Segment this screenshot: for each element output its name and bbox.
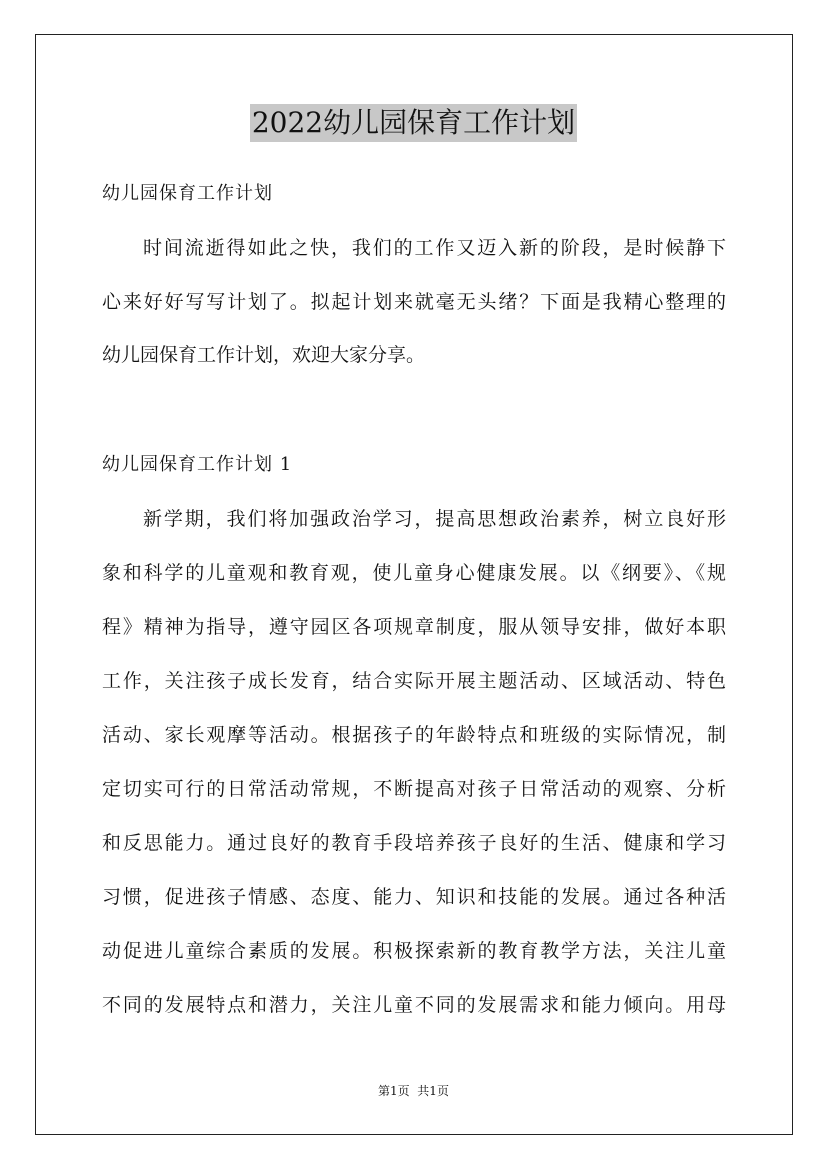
body-line-8: 习惯，促进孩子情感、态度、能力、知识和技能的发展。通过各种活: [102, 886, 726, 908]
body-line-6: 定切实可行的日常活动常规，不断提高对孩子日常活动的观察、分析: [102, 778, 726, 800]
intro-line-3: 幼儿园保育工作计划，欢迎大家分享。: [102, 344, 426, 366]
intro-heading: 幼儿园保育工作计划: [102, 183, 273, 204]
body-line-7: 和反思能力。通过良好的教育手段培养孩子良好的生活、健康和学习: [102, 832, 726, 854]
body-line-5: 活动、家长观摩等活动。根据孩子的年龄特点和班级的实际情况，制: [102, 724, 726, 746]
intro-line-1: 时间流逝得如此之快，我们的工作又迈入新的阶段，是时候静下: [143, 237, 726, 259]
title-container: [0, 104, 827, 142]
body-line-9: 动促进儿童综合素质的发展。积极探索新的教育教学方法，关注儿童: [102, 940, 726, 962]
section-heading: 幼儿园保育工作计划 1: [102, 454, 293, 475]
body-line-4: 工作，关注孩子成长发育，结合实际开展主题活动、区域活动、特色: [102, 670, 726, 692]
intro-line-2: 心来好好写写计划了。拟起计划来就毫无头绪？下面是我精心整理的: [102, 291, 726, 313]
body-line-10: 不同的发展特点和潜力，关注儿童不同的发展需求和能力倾向。用母: [102, 994, 726, 1016]
document-title: 2022幼儿园保育工作计划: [250, 104, 577, 142]
body-line-2: 象和科学的儿童观和教育观，使儿童身心健康发展。以《纲要》、《规: [102, 562, 726, 584]
body-line-1: 新学期，我们将加强政治学习，提高思想政治素养，树立良好形: [143, 508, 726, 530]
page-footer: 第1页 共1页: [378, 1084, 449, 1098]
body-line-3: 程》精神为指导，遵守园区各项规章制度，服从领导安排，做好本职: [102, 616, 726, 638]
